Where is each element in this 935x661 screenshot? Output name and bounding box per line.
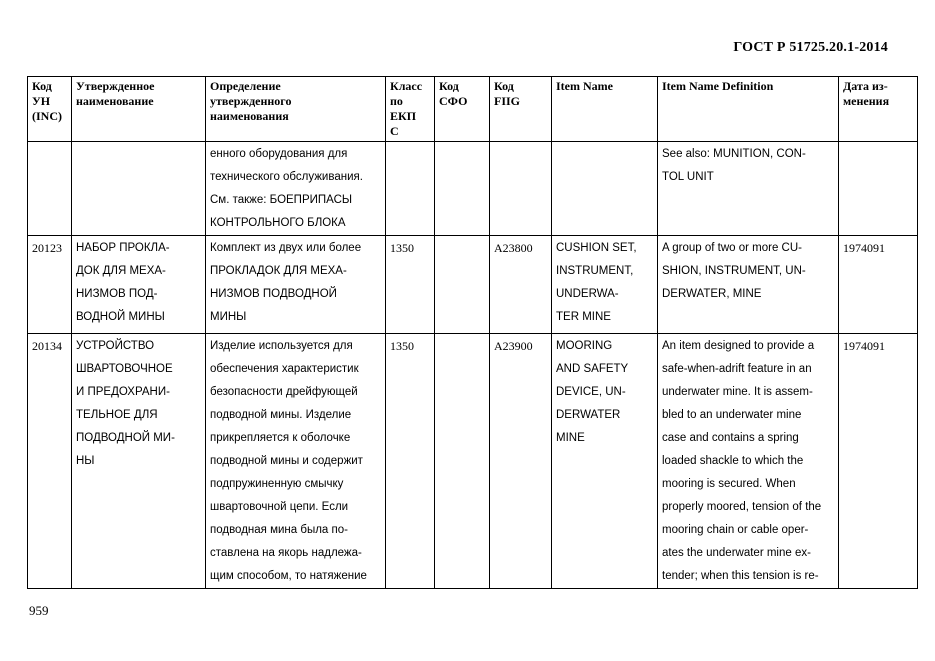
header-date: [839, 77, 918, 142]
cell-line: UNDERWA-: [556, 288, 619, 300]
cell-line: 1974091: [843, 241, 885, 255]
header-line: Утвержденное: [76, 79, 155, 93]
cell-item-definition: [658, 334, 839, 589]
cell-line: ТЕЛЬНОЕ ДЛЯ: [76, 409, 158, 421]
cell-line: прикрепляется к оболочке: [210, 432, 351, 444]
header-line: ЕКП: [390, 109, 417, 123]
cell-approved-name: [72, 334, 206, 589]
cell-line: 1350: [390, 339, 414, 353]
cell-date: [839, 236, 918, 334]
header-line: менения: [843, 94, 890, 108]
cell-line: безопасности дрейфующей: [210, 386, 358, 398]
header-line: FIIG: [494, 94, 521, 108]
cell-line: AND SAFETY: [556, 363, 629, 375]
cell-line: TER MINE: [556, 311, 611, 323]
cell-line: подпружиненную смычку: [210, 478, 344, 490]
cell-line: подводной мины и содержит: [210, 455, 363, 467]
cell-date: [839, 142, 918, 236]
cell-definition: [206, 142, 386, 236]
cell-line: швартовочной цепи. Если: [210, 501, 349, 513]
header-line: С: [390, 124, 399, 138]
cell-line: НИЗМОВ ПОД-: [76, 288, 158, 300]
cell-line: щим способом, то натяжение: [210, 570, 367, 582]
cell-item-definition: [658, 236, 839, 334]
cell-definition: [206, 334, 386, 589]
cell-line: A group of two or more CU-: [662, 242, 802, 254]
cell-line: УСТРОЙСТВО: [76, 340, 155, 352]
cell-line: ДОК ДЛЯ МЕХА-: [76, 265, 166, 277]
cell-sfo: [435, 236, 490, 334]
header-line: Класс: [390, 79, 423, 93]
cell-line: ates the underwater mine ex-: [662, 547, 811, 559]
header-item-name: [552, 77, 658, 142]
cell-sfo: [435, 334, 490, 589]
header-line: Определение: [210, 79, 281, 93]
cell-line: ШВАРТОВОЧНОЕ: [76, 363, 173, 375]
standard-number: ГОСТ Р 51725.20.1-2014: [733, 40, 888, 55]
cell-line: технического обслуживания.: [210, 171, 363, 183]
cell-line: DERWATER, MINE: [662, 288, 762, 300]
header-line: Код: [494, 79, 514, 93]
cell-line: TOL UNIT: [662, 171, 714, 183]
cell-line: И ПРЕДОХРАНИ-: [76, 386, 170, 398]
cell-line: енного оборудования для: [210, 148, 348, 160]
cell-line: A23800: [494, 241, 533, 255]
cell-line: tender; when this tension is re-: [662, 570, 819, 582]
header-line: утвержденного: [210, 94, 292, 108]
cell-line: 1350: [390, 241, 414, 255]
cell-line: ВОДНОЙ МИНЫ: [76, 311, 165, 323]
header-line: СФО: [439, 94, 468, 108]
cell-fiig: [490, 236, 552, 334]
cell-line: НЫ: [76, 455, 95, 467]
header-line: наименования: [210, 109, 289, 123]
cell-line: properly moored, tension of the: [662, 501, 822, 513]
cell-item-name: [552, 142, 658, 236]
cell-fiig: [490, 334, 552, 589]
cell-line: MINE: [556, 432, 585, 444]
cell-line: КОНТРОЛЬНОГО БЛОКА: [210, 217, 346, 229]
cell-inc: [28, 334, 72, 589]
cell-line: underwater mine. It is assem-: [662, 386, 813, 398]
cell-fiig: [490, 142, 552, 236]
header-sfo: [435, 77, 490, 142]
cell-line: См. также: БОЕПРИПАСЫ: [210, 194, 353, 206]
cell-date: [839, 334, 918, 589]
cell-item-definition: [658, 142, 839, 236]
header-fiig: [490, 77, 552, 142]
header-line: Код: [32, 79, 52, 93]
header-item-definition: [658, 77, 839, 142]
cell-line: НИЗМОВ ПОДВОДНОЙ: [210, 288, 337, 300]
cell-sfo: [435, 142, 490, 236]
cell-line: Изделие используется для: [210, 340, 353, 352]
cell-line: обеспечения характеристик: [210, 363, 359, 375]
cell-line: 20123: [32, 241, 62, 255]
cell-inc: [28, 142, 72, 236]
cell-line: МИНЫ: [210, 311, 247, 323]
header-definition: [206, 77, 386, 142]
header-line: Код: [439, 79, 459, 93]
table-row: [28, 236, 918, 334]
header-line: (INC): [32, 109, 62, 123]
cell-inc: [28, 236, 72, 334]
cell-line: mooring is secured. When: [662, 478, 796, 490]
cell-line: SHION, INSTRUMENT, UN-: [662, 265, 806, 277]
cell-line: DERWATER: [556, 409, 621, 421]
header-inc: [28, 77, 72, 142]
cell-line: An item designed to provide a: [662, 340, 815, 352]
cell-approved-name: [72, 236, 206, 334]
cell-line: ПРОКЛАДОК ДЛЯ МЕХА-: [210, 265, 347, 277]
cell-line: 1974091: [843, 339, 885, 353]
cell-item-name: [552, 334, 658, 589]
page-number: 959: [29, 603, 49, 618]
cell-class: [386, 334, 435, 589]
cell-line: case and contains a spring: [662, 432, 799, 444]
header-approved-name: [72, 77, 206, 142]
cell-line: loaded shackle to which the: [662, 455, 804, 467]
header-line: наименование: [76, 94, 154, 108]
header-line: Дата из-: [843, 79, 888, 93]
cell-line: DEVICE, UN-: [556, 386, 626, 398]
cell-line: A23900: [494, 339, 533, 353]
header-line: по: [390, 94, 403, 108]
catalog-table: [27, 76, 918, 589]
cell-class: [386, 236, 435, 334]
header-line: Item Name Definition: [662, 79, 774, 93]
cell-approved-name: [72, 142, 206, 236]
cell-line: подводной мины. Изделие: [210, 409, 352, 421]
cell-line: See also: MUNITION, CON-: [662, 148, 806, 160]
cell-line: НАБОР ПРОКЛА-: [76, 242, 170, 254]
table-row: [28, 142, 918, 236]
cell-item-name: [552, 236, 658, 334]
cell-line: ПОДВОДНОЙ МИ-: [76, 432, 175, 444]
table-row: [28, 334, 918, 589]
cell-line: подводная мина была по-: [210, 524, 348, 536]
cell-line: INSTRUMENT,: [556, 265, 634, 277]
cell-line: safe-when-adrift feature in an: [662, 363, 812, 375]
cell-definition: [206, 236, 386, 334]
cell-line: bled to an underwater mine: [662, 409, 802, 421]
cell-line: ставлена на якорь надлежа-: [210, 547, 362, 559]
cell-line: 20134: [32, 339, 62, 353]
cell-line: CUSHION SET,: [556, 242, 637, 254]
header-class: [386, 77, 435, 142]
header-line: Item Name: [556, 79, 613, 93]
cell-line: MOORING: [556, 340, 613, 352]
cell-line: mooring chain or cable oper-: [662, 524, 809, 536]
cell-line: Комплект из двух или более: [210, 242, 362, 254]
cell-class: [386, 142, 435, 236]
table-header-row: [28, 77, 918, 142]
header-line: УН: [32, 94, 51, 108]
